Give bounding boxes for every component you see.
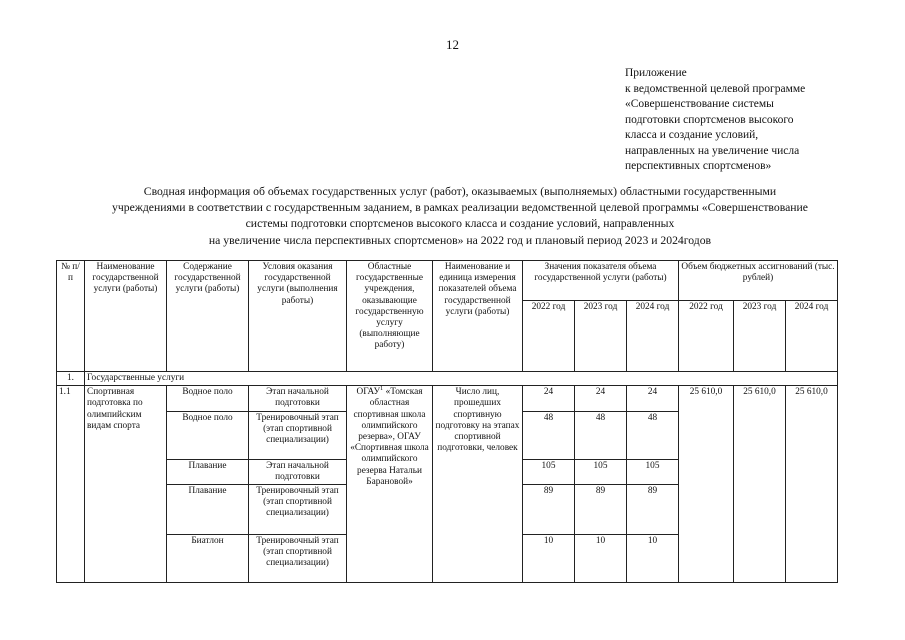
header-service-name: Наименование государственной услуги (работы)	[85, 261, 167, 372]
header-year: 2024 год	[627, 301, 679, 372]
value-cell: 24	[627, 386, 679, 411]
institution-text: «Томская областная спортивная школа олимпийского резерва», ОГАУ «Спортивная школа олимпийского резерва Натальи Барановой»	[350, 387, 429, 487]
value-cell: 105	[627, 459, 679, 484]
appendix-line: Приложение	[625, 67, 687, 79]
row-condition: Этап начальной подготовки	[249, 459, 347, 484]
item-num: 1.1	[57, 386, 85, 583]
header-num: № п/п	[57, 261, 85, 372]
title-line: системы подготовки спортсменов высокого класса и создание условий, направленных	[245, 217, 675, 231]
row-condition: Этап начальной подготовки	[249, 386, 347, 411]
header-year: 2022 год	[679, 301, 734, 372]
table-header-row	[57, 261, 838, 301]
row-content: Плавание	[167, 485, 249, 535]
appendix-line: направленных на увеличение числа	[625, 144, 800, 157]
appendix-line: класса и создание условий,	[625, 129, 759, 141]
header-conditions: Условия оказания государственной услуги (выполнения работы)	[249, 261, 347, 372]
header-year: 2023 год	[575, 301, 627, 372]
value-cell: 24	[523, 386, 575, 411]
title-line: учреждениями в соответствии с государственным заданием, в рамках реализации ведомственной целевой программы «Совершенствование	[112, 201, 808, 215]
budget-cell: 25 610,0	[786, 386, 838, 583]
appendix-line: подготовки спортсменов высокого	[625, 113, 794, 126]
header-content: Содержание государственной услуги (работы)	[167, 261, 249, 372]
value-cell: 48	[523, 411, 575, 459]
appendix-line: «Совершенствование системы	[625, 98, 774, 110]
budget-cell: 25 610,0	[734, 386, 786, 583]
row-condition: Тренировочный этап (этап спортивной специализации)	[249, 411, 347, 459]
title-line: на увеличение числа перспективных спортсменов» на 2022 год и плановый период 2023 и 2024годов	[208, 233, 712, 247]
value-cell: 10	[575, 535, 627, 583]
document-title	[60, 184, 860, 249]
header-year: 2022 год	[523, 301, 575, 372]
institution-lead: ОГАУ	[356, 387, 381, 398]
value-cell: 105	[575, 459, 627, 484]
value-cell: 105	[523, 459, 575, 484]
header-indicator: Наименование и единица измерения показателей объема государственной услуги (работы)	[433, 261, 523, 372]
value-cell: 89	[523, 485, 575, 535]
header-year: 2024 год	[786, 301, 838, 372]
appendix-line: перспективных спортсменов»	[625, 160, 772, 172]
row-content: Плавание	[167, 459, 249, 484]
item-indicator: Число лиц, прошедших спортивную подготовку на этапах спортивной подготовки, человек	[433, 386, 523, 583]
header-year: 2023 год	[734, 301, 786, 372]
section-label: Государственные услуги	[85, 372, 838, 386]
row-condition: Тренировочный этап (этап спортивной специализации)	[249, 485, 347, 535]
header-budget-group: Объем бюджетных ассигнований (тыс. рублей)	[679, 261, 838, 301]
footnote-mark: 1	[380, 385, 384, 393]
services-table	[56, 260, 838, 583]
row-content: Водное поло	[167, 411, 249, 459]
item-institution	[347, 386, 433, 583]
title-line: Сводная информация об объемах государственных услуг (работ), оказываемых (выполняемых) областными государственными	[143, 185, 777, 198]
header-values-group: Значения показателя объема государственной услуги (работы)	[523, 261, 679, 301]
value-cell: 24	[575, 386, 627, 411]
header-institutions: Областные государственные учреждения, оказывающие государственную услугу (выполняющие работу)	[347, 261, 433, 372]
value-cell: 48	[627, 411, 679, 459]
value-cell: 10	[523, 535, 575, 583]
value-cell: 89	[575, 485, 627, 535]
value-cell: 10	[627, 535, 679, 583]
item-name: Спортивная подготовка по олимпийским видам спорта	[85, 386, 167, 583]
budget-cell: 25 610,0	[679, 386, 734, 583]
row-condition: Тренировочный этап (этап спортивной специализации)	[249, 535, 347, 583]
value-cell: 48	[575, 411, 627, 459]
section-num: 1.	[57, 372, 85, 386]
value-cell: 89	[627, 485, 679, 535]
row-content: Водное поло	[167, 386, 249, 411]
page-number: 12	[446, 37, 459, 52]
table-row	[57, 386, 838, 411]
appendix-line: к ведомственной целевой программе	[625, 82, 806, 95]
appendix-note	[625, 66, 865, 175]
section-row	[57, 372, 838, 386]
row-content: Биатлон	[167, 535, 249, 583]
